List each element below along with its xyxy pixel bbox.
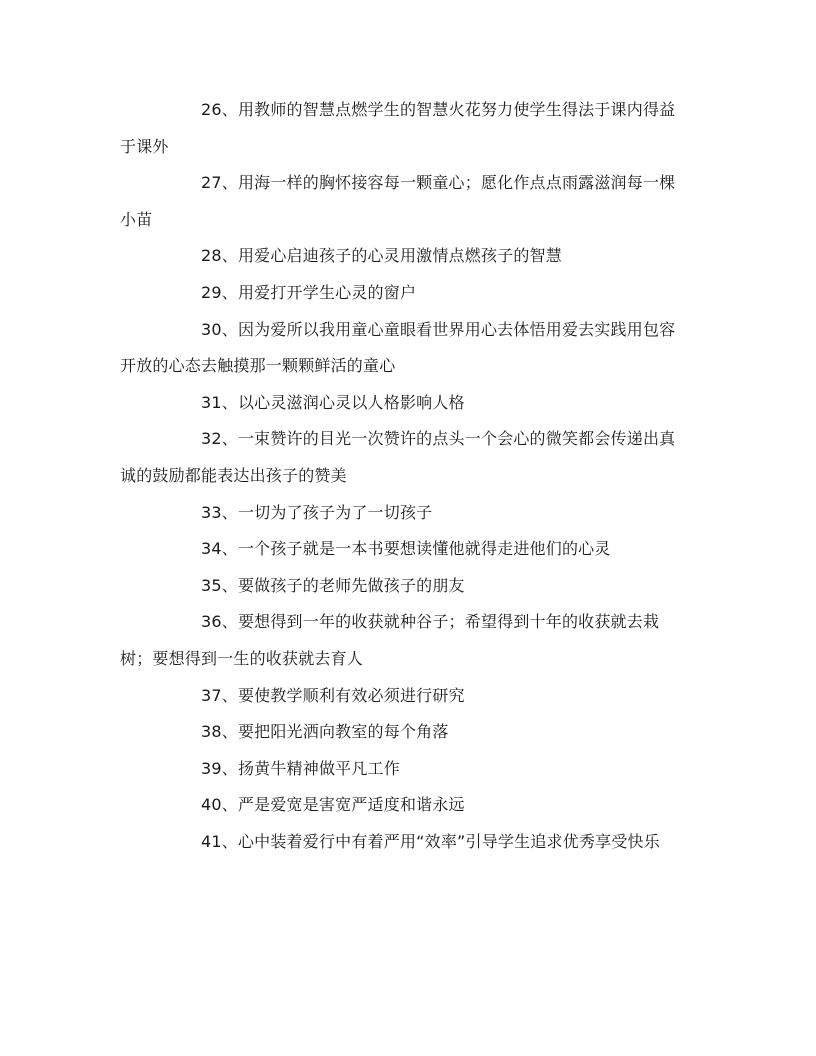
paragraph-32: 32、一束赞许的目光一次赞许的点头一个会心的微笑都会传递出真诚的鼓励都能表达出孩子的赞美 [120, 429, 676, 485]
paragraph-30: 30、因为爱所以我用童心童眼看世界用心去体悟用爱去实践用包容开放的心态去触摸那一颗颗鲜活的童心 [120, 319, 676, 376]
paragraph-29: 29、用爱打开学生心灵的窗户 [201, 282, 417, 302]
paragraph-28: 28、用爱心启迪孩子的心灵用激情点燃孩子的智慧 [201, 246, 562, 266]
paragraph-40: 40、严是爱宽是害宽严适度和谐永远 [201, 795, 465, 815]
paragraph-36: 36、要想得到一年的收获就种谷子；希望得到十年的收获就去栽树；要想得到一生的收获就去育人 [120, 612, 660, 668]
paragraph-34: 34、一个孩子就是一本书要想读懂他就得走进他们的心灵 [201, 539, 611, 559]
paragraph-35: 35、要做孩子的老师先做孩子的朋友 [201, 575, 465, 595]
paragraph-39: 39、扬黄牛精神做平凡工作 [201, 758, 400, 778]
paragraph-31: 31、以心灵滋润心灵以人格影响人格 [201, 392, 465, 412]
paragraph-26: 26、用教师的智慧点燃学生的智慧火花努力使学生得法于课内得益于课外 [120, 100, 676, 156]
paragraph-38: 38、要把阳光洒向教室的每个角落 [201, 722, 449, 742]
paragraph-41: 41、心中装着爱行中有着严用“效率”引导学生追求优秀享受快乐 [201, 831, 660, 851]
paragraph-33: 33、一切为了孩子为了一切孩子 [201, 502, 433, 522]
document-body [120, 92, 690, 860]
paragraph-37: 37、要使教学顺利有效必须进行研究 [201, 685, 465, 705]
paragraph-27: 27、用海一样的胸怀接容每一颗童心；愿化作点点雨露滋润每一棵小苗 [120, 173, 676, 229]
